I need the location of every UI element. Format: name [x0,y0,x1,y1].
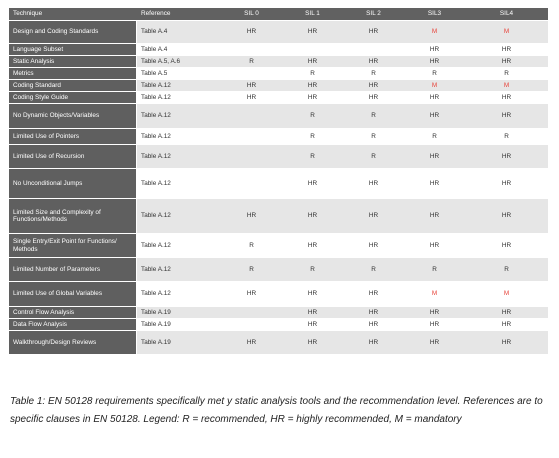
table-row [9,129,548,145]
table-row [9,307,548,319]
sil-level-cell: HR [221,80,282,92]
sil-level-cell: M [465,80,548,92]
sil-level-cell: R [343,145,404,169]
table-row [9,92,548,104]
table-row [9,80,548,92]
technique-cell: Walkthrough/Design Reviews [9,331,137,355]
sil-level-cell: R [221,258,282,282]
sil-level-cell: R [404,258,465,282]
reference-cell: Table A.19 [137,319,221,331]
header-sil1: SIL 1 [282,8,343,21]
sil-level-cell: HR [343,199,404,234]
sil-level-cell [221,169,282,199]
sil-level-cell: HR [343,234,404,258]
header-technique: Technique [9,8,137,21]
sil-level-cell: HR [465,234,548,258]
sil-level-cell: HR [404,319,465,331]
sil-level-cell: R [282,104,343,129]
sil-level-cell: HR [465,331,548,355]
sil-level-cell: R [465,258,548,282]
sil-level-cell: HR [343,80,404,92]
header-sil3: SIL3 [404,8,465,21]
technique-cell: Coding Standard [9,80,137,92]
sil-level-cell: HR [221,21,282,44]
sil-level-cell: M [404,21,465,44]
sil-level-cell: M [404,282,465,307]
sil-level-cell: HR [343,319,404,331]
sil-level-cell: R [343,258,404,282]
sil-level-cell: HR [221,282,282,307]
sil-level-cell: HR [282,21,343,44]
table-body [9,21,548,355]
sil-level-cell: HR [343,169,404,199]
sil-level-cell: R [282,258,343,282]
table-row [9,319,548,331]
sil-level-cell: HR [404,145,465,169]
reference-cell: Table A.12 [137,129,221,145]
reference-cell: Table A.12 [137,282,221,307]
technique-cell: Limited Use of Pointers [9,129,137,145]
table-row [9,331,548,355]
sil-level-cell: HR [282,169,343,199]
sil-level-cell: HR [465,199,548,234]
sil-level-cell: HR [404,234,465,258]
table-row [9,258,548,282]
sil-level-cell [221,307,282,319]
technique-cell: Design and Coding Standards [9,21,137,44]
requirements-table-container [9,8,548,355]
sil-level-cell: R [221,56,282,68]
technique-cell: Static Analysis [9,56,137,68]
table-row [9,56,548,68]
table-caption: Table 1: EN 50128 requirements specifically met y static analysis tools and the recommendation level. References are to specific clauses in EN 50128. Legend: R = recommended, HR = highly recommended, M = mandatory [10,396,543,425]
sil-level-cell [221,68,282,80]
sil-level-cell: HR [465,56,548,68]
sil-level-cell: HR [282,56,343,68]
table-row [9,21,548,44]
sil-level-cell: HR [221,331,282,355]
table-row [9,68,548,80]
sil-level-cell: R [465,129,548,145]
sil-level-cell: R [343,129,404,145]
sil-level-cell: HR [343,56,404,68]
reference-cell: Table A.12 [137,258,221,282]
sil-level-cell: HR [465,104,548,129]
sil-level-cell: R [282,68,343,80]
table-row [9,169,548,199]
sil-level-cell: HR [404,44,465,56]
sil-level-cell [221,129,282,145]
sil-level-cell: HR [404,92,465,104]
sil-level-cell: HR [282,307,343,319]
sil-level-cell: HR [282,80,343,92]
sil-level-cell: HR [404,56,465,68]
sil-level-cell [221,319,282,331]
sil-level-cell: HR [465,319,548,331]
technique-cell: Metrics [9,68,137,80]
sil-level-cell: R [221,234,282,258]
sil-level-cell: R [343,104,404,129]
table-row [9,282,548,307]
sil-level-cell: R [404,68,465,80]
sil-level-cell: HR [282,92,343,104]
table-row [9,44,548,56]
requirements-table [9,8,548,355]
header-sil4: SIL4 [465,8,548,21]
reference-cell: Table A.12 [137,169,221,199]
sil-level-cell: HR [465,307,548,319]
sil-level-cell: R [465,68,548,80]
technique-cell: Data Flow Analysis [9,319,137,331]
sil-level-cell [221,145,282,169]
sil-level-cell [343,44,404,56]
reference-cell: Table A.4 [137,21,221,44]
sil-level-cell: HR [465,145,548,169]
technique-cell: No Unconditional Jumps [9,169,137,199]
sil-level-cell: HR [404,331,465,355]
sil-level-cell: M [465,282,548,307]
technique-cell: Language Subset [9,44,137,56]
reference-cell: Table A.19 [137,307,221,319]
sil-level-cell: HR [465,169,548,199]
table-row [9,234,548,258]
sil-level-cell: M [404,80,465,92]
technique-cell: No Dynamic Objects/Variables [9,104,137,129]
sil-level-cell: HR [282,319,343,331]
table-header-row [9,8,548,21]
technique-cell: Coding Style Guide [9,92,137,104]
sil-level-cell: HR [404,104,465,129]
reference-cell: Table A.12 [137,104,221,129]
reference-cell: Table A.12 [137,92,221,104]
sil-level-cell: HR [282,234,343,258]
sil-level-cell [221,44,282,56]
header-reference: Reference [137,8,221,21]
reference-cell: Table A.12 [137,145,221,169]
reference-cell: Table A.19 [137,331,221,355]
sil-level-cell: HR [343,92,404,104]
sil-level-cell: HR [465,92,548,104]
reference-cell: Table A.12 [137,199,221,234]
technique-cell: Limited Use of Recursion [9,145,137,169]
sil-level-cell: R [282,145,343,169]
reference-cell: Table A.12 [137,80,221,92]
sil-level-cell: HR [404,307,465,319]
sil-level-cell: HR [221,92,282,104]
sil-level-cell: HR [282,199,343,234]
header-sil0: SIL 0 [221,8,282,21]
sil-level-cell: M [465,21,548,44]
technique-cell: Limited Use of Global Variables [9,282,137,307]
reference-cell: Table A.5 [137,68,221,80]
sil-level-cell: R [404,129,465,145]
sil-level-cell: HR [343,21,404,44]
table-row [9,145,548,169]
technique-cell: Single Entry/Exit Point for Functions/ Methods [9,234,137,258]
reference-cell: Table A.5, A.6 [137,56,221,68]
sil-level-cell [221,104,282,129]
sil-level-cell: HR [404,199,465,234]
sil-level-cell: R [343,68,404,80]
technique-cell: Control Flow Analysis [9,307,137,319]
reference-cell: Table A.4 [137,44,221,56]
sil-level-cell [282,44,343,56]
technique-cell: Limited Number of Parameters [9,258,137,282]
sil-level-cell: HR [404,169,465,199]
sil-level-cell: HR [343,282,404,307]
sil-level-cell: HR [465,44,548,56]
table-row [9,199,548,234]
sil-level-cell: R [282,129,343,145]
sil-level-cell: HR [343,331,404,355]
sil-level-cell: HR [282,331,343,355]
sil-level-cell: HR [221,199,282,234]
table-row [9,104,548,129]
technique-cell: Limited Size and Complexity of Functions/Methods [9,199,137,234]
reference-cell: Table A.12 [137,234,221,258]
sil-level-cell: HR [282,282,343,307]
sil-level-cell: HR [343,307,404,319]
header-sil2: SIL 2 [343,8,404,21]
